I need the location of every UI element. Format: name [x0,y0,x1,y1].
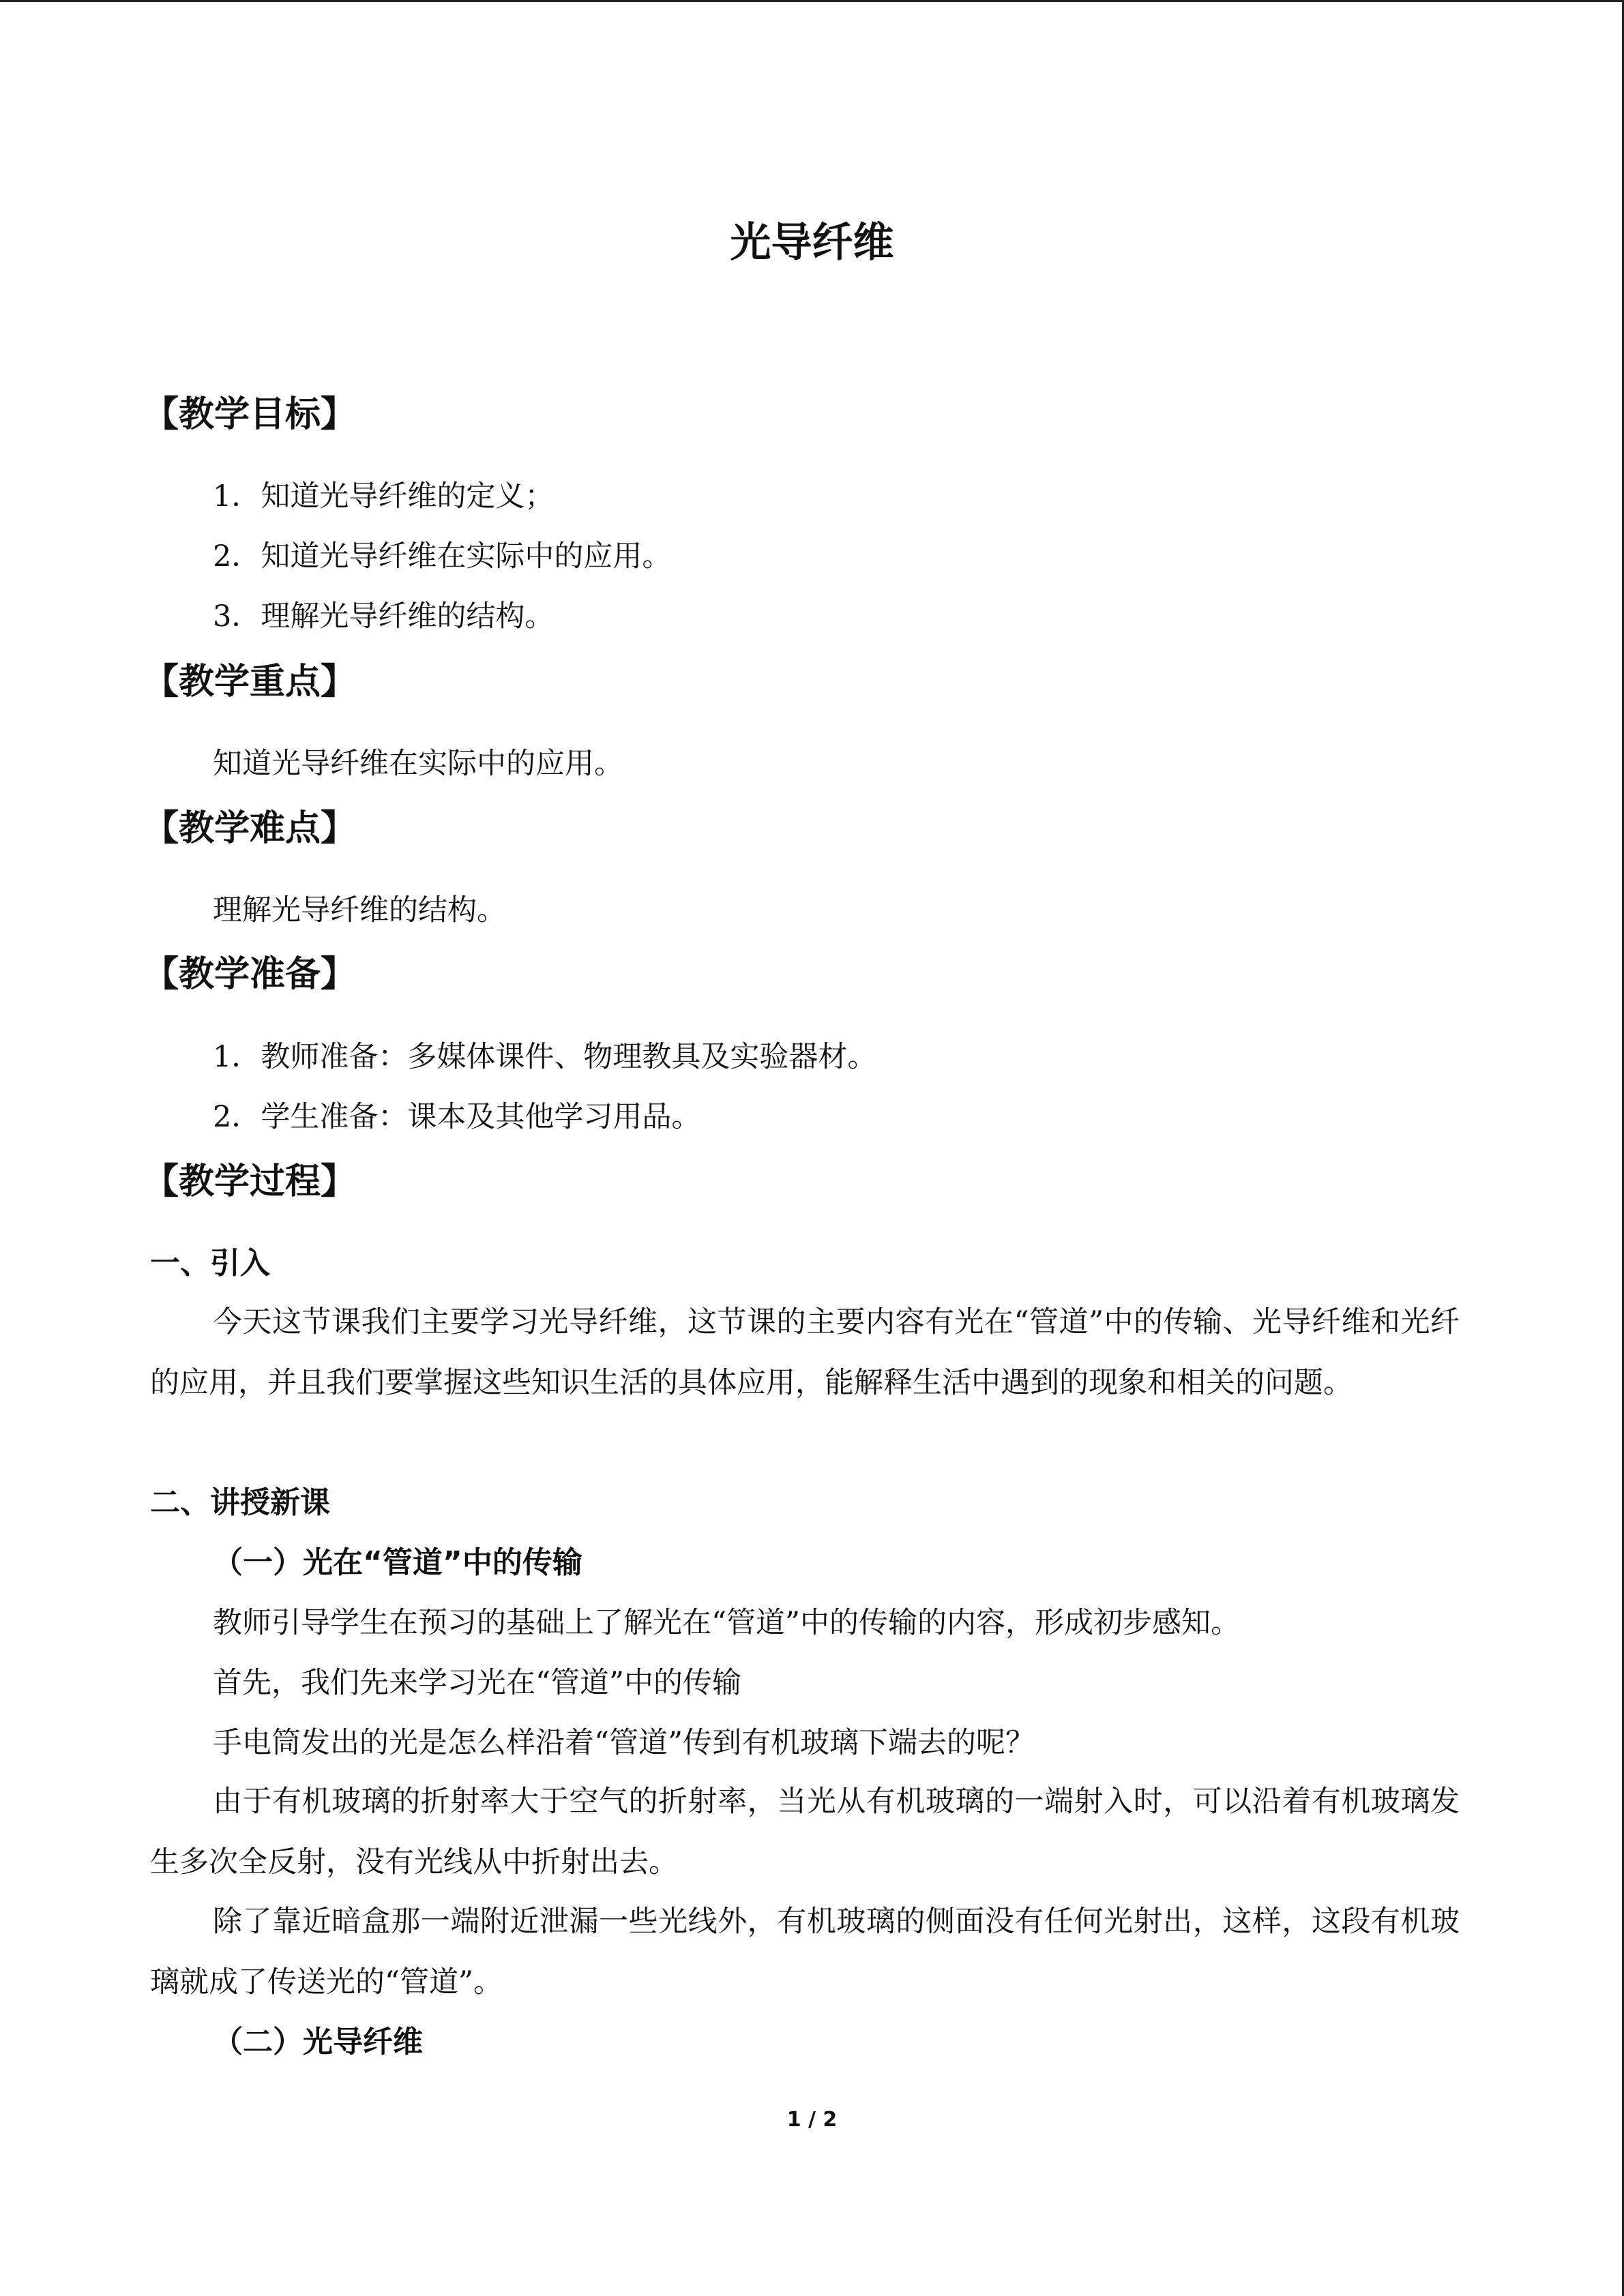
heading-objectives: 【教学目标】 [143,394,357,435]
key-points-text: 知道光导纤维在实际中的应用。 [213,747,623,781]
preparation-item-2: 2．学生准备：课本及其他学习用品。 [213,1100,701,1134]
heading-key-points: 【教学重点】 [143,661,357,702]
part1-line-3: 手电筒发出的光是怎么样沿着“管道”传到有机玻璃下端去的呢？ [213,1726,1035,1760]
difficulties-text: 理解光导纤维的结构。 [213,893,506,927]
heading-process: 【教学过程】 [143,1161,357,1202]
intro-paragraph: 今天这节课我们主要学习光导纤维，这节课的主要内容有光在“管道”中的传输、光导纤维和光纤的应用，并且我们要掌握这些知识生活的具体应用，能解释生活中遇到的现象和相关的问题。 [150,1305,1460,1400]
objective-item-1: 1．知道光导纤维的定义； [213,479,555,513]
part1-line-1: 教师引导学生在预习的基础上了解光在“管道”中的传输的内容，形成初步感知。 [213,1606,1240,1640]
preparation-item-1: 1．教师准备：多媒体课件、物理教具及实验器材。 [213,1040,877,1074]
new-lesson-heading: 二、讲授新课 [150,1485,330,1520]
part1-paragraph-2: 除了靠近暗盒那一端附近泄漏一些光线外，有机玻璃的侧面没有任何光射出，这样，这段有机玻璃就成了传送光的“管道”。 [150,1905,1460,1999]
objective-item-2: 2．知道光导纤维在实际中的应用。 [213,539,672,573]
part1-paragraph-1: 由于有机玻璃的折射率大于空气的折射率，当光从有机玻璃的一端射入时，可以沿着有机玻璃发生多次全反射，没有光线从中折射出去。 [150,1785,1460,1879]
part2-heading: （二）光导纤维 [213,2025,423,2059]
intro-heading: 一、引入 [150,1246,270,1281]
heading-difficulties: 【教学难点】 [143,808,357,849]
page-number: 1 / 2 [786,2108,838,2132]
heading-preparation: 【教学准备】 [143,954,357,995]
part1-heading: （一）光在“管道”中的传输 [213,1545,582,1580]
document-title: 光导纤维 [730,219,894,267]
part1-line-2: 首先，我们先来学习光在“管道”中的传输 [213,1666,741,1700]
objective-item-3: 3．理解光导纤维的结构。 [213,599,555,633]
